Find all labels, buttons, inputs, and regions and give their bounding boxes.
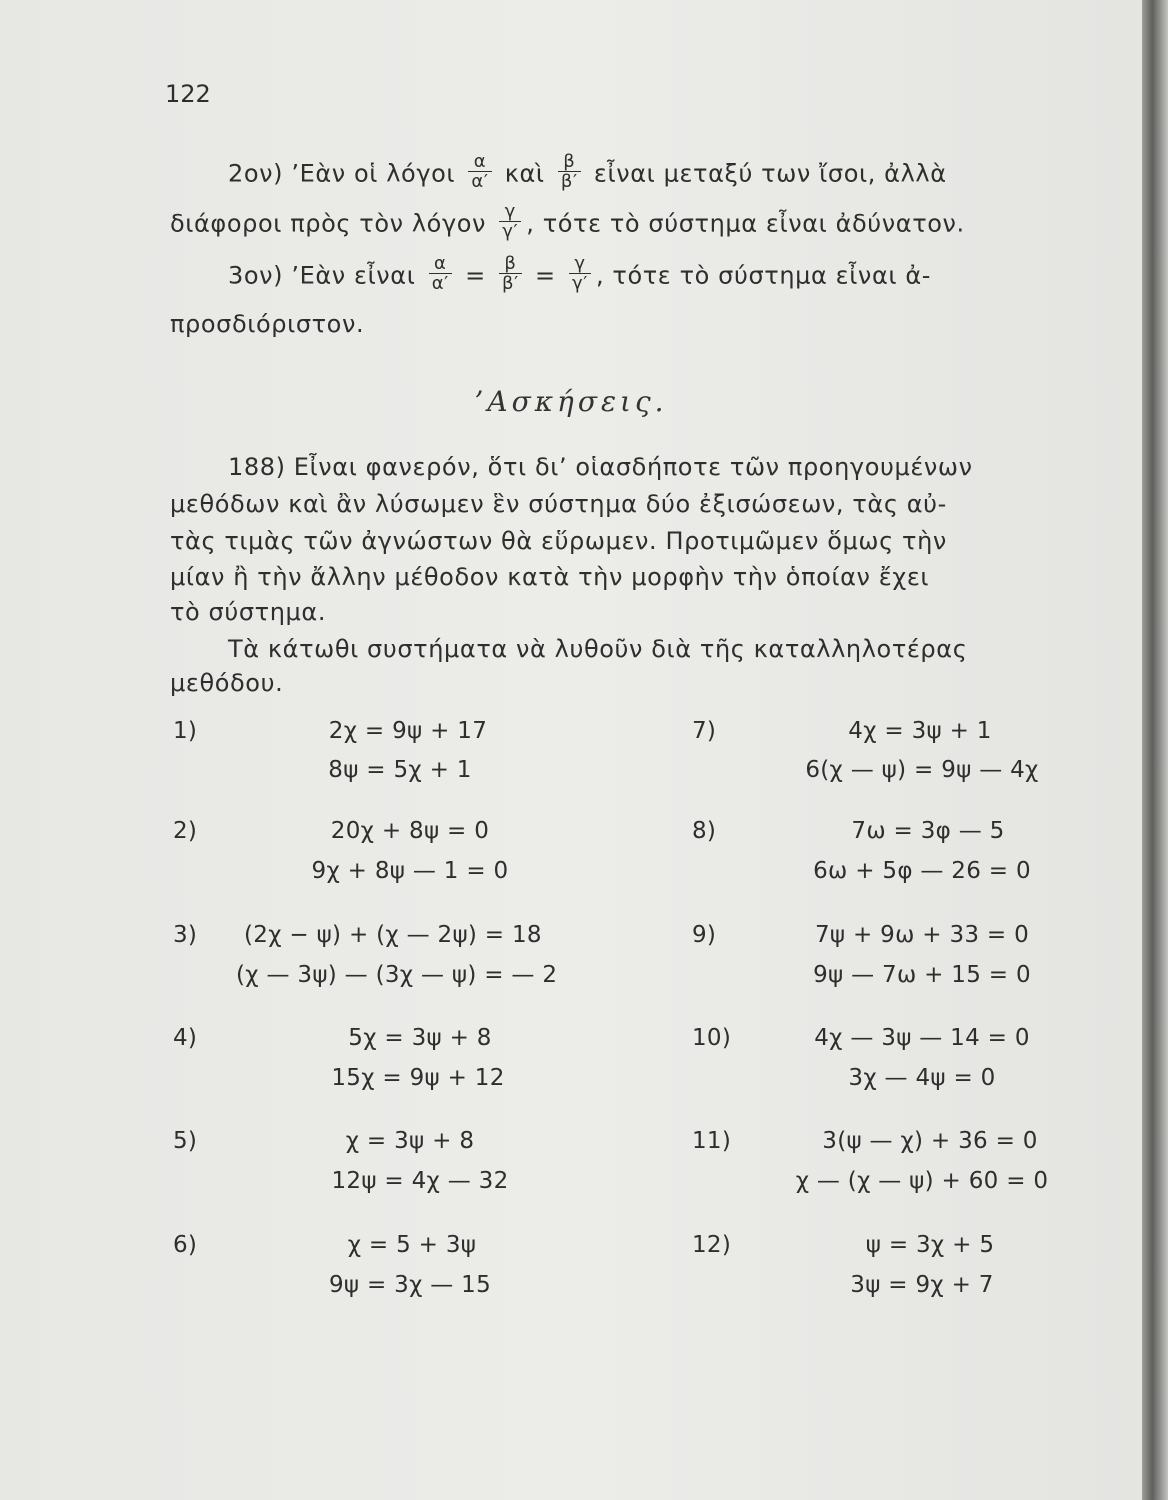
exercise-number: 8) bbox=[692, 818, 717, 844]
exercise-number: 9) bbox=[692, 922, 717, 948]
equation: χ — (χ — ψ) + 60 = 0 bbox=[795, 1168, 1049, 1194]
equation: 4χ = 3ψ + 1 bbox=[848, 718, 992, 744]
equation: 3χ — 4ψ = 0 bbox=[848, 1065, 996, 1091]
page-number: 122 bbox=[165, 80, 211, 108]
page-edge bbox=[1142, 0, 1168, 1500]
equation: 3ψ = 9χ + 7 bbox=[850, 1272, 994, 1298]
equation: 6ω + 5φ — 26 = 0 bbox=[813, 858, 1031, 884]
para4-line: μεθόδου. bbox=[170, 669, 284, 697]
equation: (2χ − ψ) + (χ — 2ψ) = 18 bbox=[244, 922, 542, 948]
para3-line: 188) Εἶναι φανερόν, ὅτι δι’ οἱασδήποτε τῶν προηγουμένων bbox=[228, 453, 973, 481]
exercise-number: 1) bbox=[173, 718, 198, 744]
equation: ψ = 3χ + 5 bbox=[865, 1232, 995, 1258]
equation: 9ψ = 3χ — 15 bbox=[328, 1272, 492, 1298]
exercise-number: 7) bbox=[692, 718, 717, 744]
exercise-number: 10) bbox=[692, 1025, 732, 1051]
equation: 6(χ — ψ) = 9ψ — 4χ bbox=[805, 757, 1039, 783]
fraction-gamma: $\frac{\gamma}{\gamma'}$ bbox=[569, 254, 591, 293]
para3-line: τὸ σύστημα. bbox=[170, 598, 327, 626]
para4-line: Τὰ κάτωθι συστήματα νὰ λυθοῦν διὰ τῆς καταλληλοτέρας bbox=[228, 635, 968, 663]
equation: 2χ = 9ψ + 17 bbox=[328, 718, 488, 744]
para2-line2: προσδιόριστον. bbox=[170, 310, 365, 338]
equation: 7ψ + 9ω + 33 = 0 bbox=[814, 922, 1030, 948]
fraction-beta: $\frac{\beta}{\beta'}$ bbox=[499, 254, 522, 293]
equation: 20χ + 8ψ = 0 bbox=[330, 818, 490, 844]
fraction-alpha: $\frac{\alpha}{\alpha'}$ bbox=[429, 254, 452, 293]
equation: 12ψ = 4χ — 32 bbox=[331, 1168, 509, 1194]
para3-line: μεθόδων καὶ ἂν λύσωμεν ἓν σύστημα δύο ἐξισώσεων, τὰς αὐ- bbox=[170, 490, 947, 518]
exercise-number: 2) bbox=[173, 818, 198, 844]
exercise-number: 4) bbox=[173, 1025, 198, 1051]
equation: 4χ — 3ψ — 14 = 0 bbox=[814, 1025, 1030, 1051]
para3-line: μίαν ἢ τὴν ἄλλην μέθοδον κατὰ τὴν μορφὴν τὴν ὁποίαν ἔχει bbox=[170, 563, 930, 591]
equation: 15χ = 9ψ + 12 bbox=[331, 1065, 505, 1091]
exercise-number: 6) bbox=[173, 1232, 198, 1258]
section-heading: ’Ασκήσεις. bbox=[474, 385, 668, 418]
para2-line1: 3ον) ’Εὰν εἶναι $\frac{\alpha}{\alpha'}$ = $\frac{\beta}{\beta'}$ = $\frac{\gamma}{\gamma'}$ , τότε τὸ σύστημα εἶναι ἀ- bbox=[228, 253, 931, 294]
para1-line2: διάφοροι πρὸς τὸν λόγον $\frac{\gamma}{\gamma'}$ , τότε τὸ σύστημα εἶναι ἀδύνατον. bbox=[170, 201, 965, 242]
exercise-number: 5) bbox=[173, 1128, 198, 1154]
exercise-number: 3) bbox=[173, 922, 198, 948]
equation: 7ω = 3φ — 5 bbox=[851, 818, 1005, 844]
equation: 5χ = 3ψ + 8 bbox=[348, 1025, 492, 1051]
para3-line: τὰς τιμὰς τῶν ἀγνώστων θὰ εὕρωμεν. Προτιμῶμεν ὅμως τὴν bbox=[170, 527, 947, 555]
fraction-beta: $\frac{\beta}{\beta'}$ bbox=[558, 152, 581, 191]
fraction-alpha: $\frac{\alpha}{\alpha'}$ bbox=[468, 152, 491, 191]
equation: χ = 5 + 3ψ bbox=[347, 1232, 477, 1258]
fraction-gamma: $\frac{\gamma}{\gamma'}$ bbox=[499, 202, 521, 241]
exercise-number: 11) bbox=[692, 1128, 732, 1154]
equation: χ = 3ψ + 8 bbox=[345, 1128, 475, 1154]
equation: 3(ψ — χ) + 36 = 0 bbox=[822, 1128, 1038, 1154]
equation: (χ — 3ψ) — (3χ — ψ) = — 2 bbox=[236, 962, 558, 988]
exercise-number: 12) bbox=[692, 1232, 732, 1258]
equation: 8ψ = 5χ + 1 bbox=[328, 757, 472, 783]
equation: 9χ + 8ψ — 1 = 0 bbox=[311, 858, 509, 884]
para1-line1: 2ον) ’Εὰν οἱ λόγοι $\frac{\alpha}{\alpha'}$ καὶ $\frac{\beta}{\beta'}$ εἶναι μεταξύ των ἴσοι, ἀλλὰ bbox=[228, 151, 947, 192]
equation: 9ψ — 7ω + 15 = 0 bbox=[813, 962, 1031, 988]
